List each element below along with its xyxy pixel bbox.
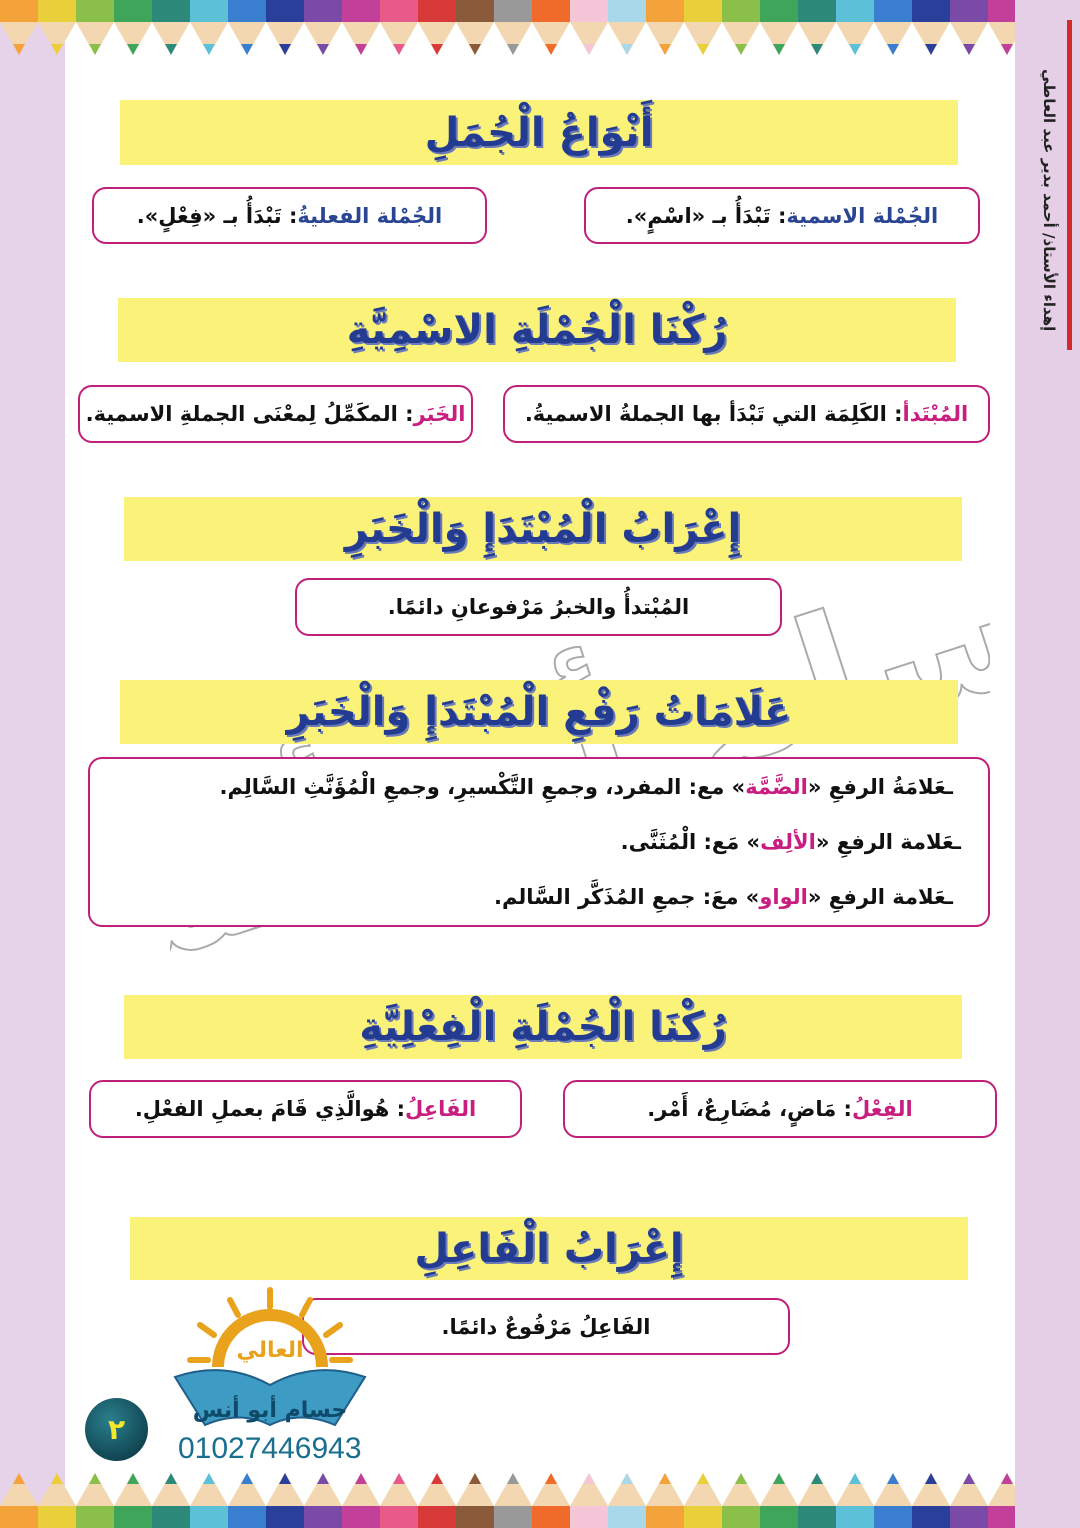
- pencil-icon: [380, 1473, 418, 1528]
- definition: : المكَمِّلُ لِمعْنَى الجملةِ الاسمية.: [85, 402, 414, 426]
- heading-text: رُكْنَا الْجُمْلَةِ الاسْمِيَّةِ: [346, 307, 728, 353]
- pencil-icon: [456, 1473, 494, 1528]
- pencil-icon: [722, 0, 760, 55]
- mark-post: » معَ: جمعِ المُذَكَّر السَّالم.: [493, 885, 760, 910]
- pencil-icon: [190, 0, 228, 55]
- pencil-icon: [456, 0, 494, 55]
- pencil-icon: [266, 0, 304, 55]
- pencil-icon: [722, 1473, 760, 1528]
- pencil-icon: [418, 1473, 456, 1528]
- phone-number: 01027446943: [178, 1432, 362, 1465]
- heading-text: رُكْنَا الْجُمْلَةِ الْفِعْلِيَّةِ: [359, 1004, 727, 1050]
- pencil-icon: [494, 1473, 532, 1528]
- pencil-icon: [304, 1473, 342, 1528]
- pencil-icon: [228, 0, 266, 55]
- pencils-top-border: [0, 0, 1015, 70]
- pencil-icon: [570, 1473, 608, 1528]
- mark-line: [494, 885, 953, 909]
- pencil-icon: [950, 0, 988, 55]
- pencil-icon: [228, 1473, 266, 1528]
- heading-text: إِعْرَابُ الْفَاعِلِ: [414, 1225, 684, 1272]
- mark-post: » مع: المفرد، وجمعِ التَّكْسيرِ، وجمعِ الْمُؤَنَّثِ السَّالِم.: [219, 774, 746, 799]
- pencil-icon: [836, 1473, 874, 1528]
- pencil-icon: [532, 0, 570, 55]
- subject-box: [503, 385, 990, 443]
- section-heading-sentence-types: [120, 100, 958, 165]
- section-heading-doer-parsing: [130, 1217, 968, 1280]
- pencil-icon: [342, 1473, 380, 1528]
- pencil-icon: [912, 0, 950, 55]
- pencil-icon: [266, 1473, 304, 1528]
- logo-top-text: العالي: [236, 1338, 304, 1363]
- definition: : تَبْدَأُ بـ «فِعْلٍ».: [136, 203, 298, 228]
- pencil-icon: [836, 0, 874, 55]
- pencil-icon: [190, 1473, 228, 1528]
- pencil-icon: [152, 1473, 190, 1528]
- pencil-icon: [152, 0, 190, 55]
- predicate-box: [78, 385, 473, 443]
- mark-line: [621, 830, 961, 854]
- pencil-icon: [342, 0, 380, 55]
- mark-line: [219, 775, 953, 799]
- pencil-icon: [380, 0, 418, 55]
- mark-pre: ـعَلامة الرفعِ «: [807, 885, 953, 910]
- pencil-icon: [76, 1473, 114, 1528]
- nominal-sentence-box: [584, 187, 980, 244]
- pencil-icon: [0, 1473, 38, 1528]
- pencil-icon: [988, 0, 1015, 55]
- pencil-icon: [798, 1473, 836, 1528]
- verb-box: [563, 1080, 997, 1138]
- pencil-icon: [760, 1473, 798, 1528]
- pencil-icon: [988, 1473, 1015, 1528]
- mark-key: الضَّمَّة: [745, 774, 808, 799]
- doer-case-box: [302, 1298, 790, 1355]
- pencil-icon: [684, 1473, 722, 1528]
- red-divider: [1067, 20, 1072, 350]
- pencil-icon: [684, 0, 722, 55]
- label: الجُمْلة الفعليةُ: [297, 203, 443, 228]
- definition: : الكَلِمَة التي تَبْدَأ بها الجملةُ الاسميةُ.: [524, 402, 903, 426]
- pencil-icon: [950, 1473, 988, 1528]
- pencil-icon: [38, 1473, 76, 1528]
- subject-predicate-case-box: [295, 578, 782, 636]
- section-heading-case-marks: [120, 680, 958, 744]
- rule-text: المُبْتدأُ والخبرُ مَرْفوعانِ دائمًا.: [387, 595, 690, 619]
- section-heading-nominal-pillars: [118, 298, 956, 362]
- pencil-icon: [912, 1473, 950, 1528]
- definition: : هُوالَّذِي قَامَ بعملِ الفعْلِ.: [134, 1097, 406, 1121]
- heading-text: أَنْوَاعُ الْجُمَلِ: [424, 109, 654, 156]
- mark-post: » مَع: الْمُثَنَّى.: [620, 829, 761, 854]
- label: الجُمْلة الاسمية: [786, 203, 939, 228]
- mark-key: الألِف: [760, 829, 816, 854]
- rule-text: الفَاعِلُ مَرْفُوعٌ دائمًا.: [441, 1314, 651, 1339]
- pencil-icon: [798, 0, 836, 55]
- mark-key: الواو: [759, 885, 808, 910]
- pencil-icon: [114, 0, 152, 55]
- pencil-icon: [418, 0, 456, 55]
- case-marks-box: [88, 757, 990, 927]
- verbal-sentence-box: [92, 187, 487, 244]
- pencil-icon: [608, 1473, 646, 1528]
- pencil-icon: [874, 1473, 912, 1528]
- heading-text: إِعْرَابُ الْمُبْتَدَإِ وَالْخَبَرِ: [344, 506, 742, 552]
- pencil-icon: [570, 0, 608, 55]
- pencil-icon: [304, 0, 342, 55]
- page-number-badge: ٢: [85, 1398, 148, 1461]
- pencils-bottom-border: [0, 1458, 1015, 1528]
- label: الفِعْلُ: [851, 1097, 913, 1121]
- dedication-text: إهداء الأستاذ/ أحمد بدير عبد العاطي: [1040, 68, 1058, 332]
- pencil-icon: [494, 0, 532, 55]
- mark-pre: ـعَلامة الرفعِ «: [815, 829, 961, 854]
- pencil-icon: [0, 0, 38, 55]
- publisher-logo: [170, 1285, 370, 1435]
- label: الخَبَر: [413, 402, 466, 426]
- mark-pre: ـعَلامَةُ الرفعِ «: [807, 774, 953, 799]
- label: الفَاعِلُ: [405, 1097, 477, 1121]
- label: المُبْتَدأ: [902, 402, 969, 426]
- definition: : تَبْدَأُ بـ «اسْمٍ».: [625, 203, 787, 228]
- pencil-icon: [646, 1473, 684, 1528]
- pencil-icon: [646, 0, 684, 55]
- section-heading-verbal-pillars: [124, 995, 962, 1059]
- section-heading-subject-predicate-parsing: [124, 497, 962, 561]
- pencil-icon: [608, 0, 646, 55]
- pencil-icon: [532, 1473, 570, 1528]
- pencil-icon: [114, 1473, 152, 1528]
- heading-text: عَلَامَاتُ رَفْعِ الْمُبْتَدَإِ وَالْخَبَرِ: [286, 689, 792, 735]
- pencil-icon: [874, 0, 912, 55]
- pencil-icon: [760, 0, 798, 55]
- doer-box: [89, 1080, 522, 1138]
- logo-name-text: حسام أبو أنس: [192, 1398, 348, 1423]
- pencil-icon: [38, 0, 76, 55]
- definition: : مَاضٍ، مُضَارِعٌ، أَمْر.: [647, 1097, 852, 1121]
- pencil-icon: [76, 0, 114, 55]
